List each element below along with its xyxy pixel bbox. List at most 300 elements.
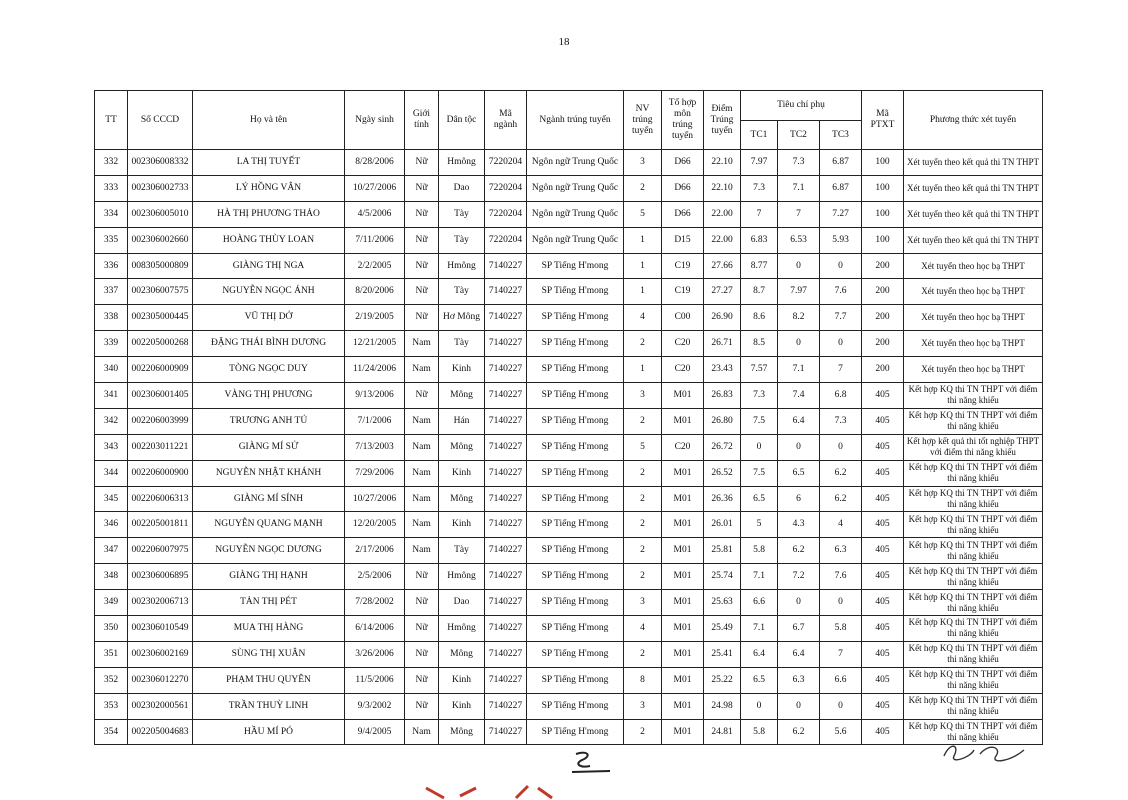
cell-tc3: 0 xyxy=(820,590,862,616)
cell-ethnicity: Mông xyxy=(439,719,485,745)
cell-major-name: SP Tiếng H'mong xyxy=(527,460,624,486)
cell-name: HẦU MÍ PÓ xyxy=(193,719,345,745)
cell-major-code: 7140227 xyxy=(485,253,527,279)
cell-major-name: SP Tiếng H'mong xyxy=(527,305,624,331)
cell-tc3: 7.3 xyxy=(820,408,862,434)
cell-cccd: 002305000445 xyxy=(128,305,193,331)
cell-score: 24.81 xyxy=(704,719,741,745)
cell-ethnicity: Hmông xyxy=(439,616,485,642)
cell-cccd: 002306002169 xyxy=(128,641,193,667)
cell-cccd: 002205004683 xyxy=(128,719,193,745)
cell-tc1: 7.3 xyxy=(741,383,778,409)
cell-ethnicity: Tày xyxy=(439,227,485,253)
cell-tc1: 6.6 xyxy=(741,590,778,616)
cell-major-name: SP Tiếng H'mong xyxy=(527,538,624,564)
cell-dob: 11/24/2006 xyxy=(345,357,405,383)
cell-nv: 3 xyxy=(624,590,662,616)
cell-major-name: Ngôn ngữ Trung Quốc xyxy=(527,175,624,201)
cell-ptxt-code: 100 xyxy=(862,150,904,176)
cell-major-name: SP Tiếng H'mong xyxy=(527,486,624,512)
cell-cccd: 002306005010 xyxy=(128,201,193,227)
cell-major-code: 7140227 xyxy=(485,693,527,719)
cell-ethnicity: Kinh xyxy=(439,667,485,693)
cell-major-code: 7140227 xyxy=(485,719,527,745)
cell-method: Xét tuyển theo kết quả thi TN THPT xyxy=(904,150,1043,176)
cell-gender: Nữ xyxy=(405,201,439,227)
cell-name: VÀNG THỊ PHƯƠNG xyxy=(193,383,345,409)
cell-tc1: 0 xyxy=(741,434,778,460)
cell-ptxt-code: 405 xyxy=(862,512,904,538)
cell-subject-combo: M01 xyxy=(662,719,704,745)
cell-gender: Nam xyxy=(405,460,439,486)
cell-tc1: 7.3 xyxy=(741,175,778,201)
cell-ethnicity: Hmông xyxy=(439,253,485,279)
table-row xyxy=(95,331,1043,357)
cell-ethnicity: Tày xyxy=(439,279,485,305)
cell-major-name: SP Tiếng H'mong xyxy=(527,667,624,693)
cell-ptxt-code: 100 xyxy=(862,227,904,253)
cell-tc1: 7.97 xyxy=(741,150,778,176)
cell-ptxt-code: 405 xyxy=(862,641,904,667)
header-nv: NV trúng tuyển xyxy=(624,91,662,150)
cell-name: SÙNG THỊ XUÂN xyxy=(193,641,345,667)
cell-dob: 9/13/2006 xyxy=(345,383,405,409)
cell-score: 26.80 xyxy=(704,408,741,434)
cell-subject-combo: M01 xyxy=(662,616,704,642)
table-row xyxy=(95,719,1043,745)
cell-tc1: 7.1 xyxy=(741,564,778,590)
cell-dob: 7/28/2002 xyxy=(345,590,405,616)
cell-ethnicity: Mông xyxy=(439,383,485,409)
cell-ethnicity: Kinh xyxy=(439,693,485,719)
cell-cccd: 002302000561 xyxy=(128,693,193,719)
cell-subject-combo: M01 xyxy=(662,667,704,693)
cell-ptxt-code: 405 xyxy=(862,719,904,745)
cell-tc2: 7.1 xyxy=(778,175,820,201)
cell-nv: 1 xyxy=(624,279,662,305)
cell-major-name: SP Tiếng H'mong xyxy=(527,253,624,279)
cell-method: Xét tuyển theo học bạ THPT xyxy=(904,331,1043,357)
cell-tt: 336 xyxy=(95,253,128,279)
table-row xyxy=(95,590,1043,616)
cell-nv: 2 xyxy=(624,538,662,564)
header-tc2: TC2 xyxy=(778,121,820,150)
cell-method: Xét tuyển theo kết quả thi TN THPT xyxy=(904,227,1043,253)
cell-nv: 1 xyxy=(624,253,662,279)
cell-cccd: 002306002660 xyxy=(128,227,193,253)
cell-cccd: 002306002733 xyxy=(128,175,193,201)
cell-nv: 3 xyxy=(624,693,662,719)
table-row xyxy=(95,227,1043,253)
cell-tc3: 5.6 xyxy=(820,719,862,745)
cell-major-name: SP Tiếng H'mong xyxy=(527,512,624,538)
cell-tt: 337 xyxy=(95,279,128,305)
cell-nv: 5 xyxy=(624,434,662,460)
cell-tc1: 5.8 xyxy=(741,538,778,564)
handwritten-signature-1 xyxy=(566,748,612,778)
cell-method: Xét tuyển theo học bạ THPT xyxy=(904,279,1043,305)
cell-major-code: 7140227 xyxy=(485,538,527,564)
cell-gender: Nữ xyxy=(405,590,439,616)
cell-gender: Nữ xyxy=(405,667,439,693)
cell-score: 26.36 xyxy=(704,486,741,512)
cell-tc1: 6.5 xyxy=(741,667,778,693)
cell-tc2: 7.1 xyxy=(778,357,820,383)
cell-major-code: 7220204 xyxy=(485,227,527,253)
cell-gender: Nam xyxy=(405,538,439,564)
cell-tc3: 7.7 xyxy=(820,305,862,331)
table-row xyxy=(95,538,1043,564)
cell-dob: 4/5/2006 xyxy=(345,201,405,227)
cell-dob: 12/20/2005 xyxy=(345,512,405,538)
cell-tc3: 0 xyxy=(820,693,862,719)
cell-tt: 341 xyxy=(95,383,128,409)
cell-nv: 3 xyxy=(624,383,662,409)
cell-gender: Nữ xyxy=(405,564,439,590)
cell-nv: 8 xyxy=(624,667,662,693)
table-row xyxy=(95,150,1043,176)
cell-major-name: SP Tiếng H'mong xyxy=(527,616,624,642)
cell-tc2: 6.4 xyxy=(778,641,820,667)
table-row xyxy=(95,512,1043,538)
cell-score: 26.52 xyxy=(704,460,741,486)
cell-name: HOÀNG THÙY LOAN xyxy=(193,227,345,253)
cell-score: 25.49 xyxy=(704,616,741,642)
header-ethnicity: Dân tộc xyxy=(439,91,485,150)
cell-cccd: 002306007575 xyxy=(128,279,193,305)
cell-subject-combo: M01 xyxy=(662,408,704,434)
cell-ethnicity: Tày xyxy=(439,538,485,564)
cell-subject-combo: C19 xyxy=(662,279,704,305)
cell-subject-combo: C19 xyxy=(662,253,704,279)
cell-subject-combo: M01 xyxy=(662,383,704,409)
cell-ethnicity: Mông xyxy=(439,641,485,667)
cell-name: PHẠM THU QUYÊN xyxy=(193,667,345,693)
cell-ethnicity: Hmông xyxy=(439,150,485,176)
cell-ethnicity: Hmông xyxy=(439,564,485,590)
cell-tt: 342 xyxy=(95,408,128,434)
cell-dob: 9/3/2002 xyxy=(345,693,405,719)
cell-subject-combo: D15 xyxy=(662,227,704,253)
cell-dob: 9/4/2005 xyxy=(345,719,405,745)
cell-subject-combo: M01 xyxy=(662,460,704,486)
cell-nv: 2 xyxy=(624,564,662,590)
cell-major-name: SP Tiếng H'mong xyxy=(527,590,624,616)
cell-method: Xét tuyển theo kết quả thi TN THPT xyxy=(904,175,1043,201)
cell-method: Kết hợp KQ thi TN THPT với điểm thi năng khiếu xyxy=(904,538,1043,564)
cell-gender: Nam xyxy=(405,512,439,538)
cell-ptxt-code: 100 xyxy=(862,201,904,227)
cell-ptxt-code: 405 xyxy=(862,693,904,719)
cell-tt: 343 xyxy=(95,434,128,460)
cell-ptxt-code: 405 xyxy=(862,408,904,434)
table-row xyxy=(95,693,1043,719)
cell-name: GIÀNG MÍ SỬ xyxy=(193,434,345,460)
cell-score: 26.71 xyxy=(704,331,741,357)
cell-tt: 347 xyxy=(95,538,128,564)
cell-tc3: 6.3 xyxy=(820,538,862,564)
cell-name: HÀ THỊ PHƯƠNG THẢO xyxy=(193,201,345,227)
table-row xyxy=(95,408,1043,434)
cell-tc2: 7.2 xyxy=(778,564,820,590)
cell-method: Kết hợp KQ thi TN THPT với điểm thi năng khiếu xyxy=(904,641,1043,667)
cell-dob: 2/2/2005 xyxy=(345,253,405,279)
cell-nv: 2 xyxy=(624,460,662,486)
cell-tc2: 0 xyxy=(778,253,820,279)
cell-method: Kết hợp KQ thi TN THPT với điểm thi năng khiếu xyxy=(904,719,1043,745)
cell-name: LÝ HỒNG VÂN xyxy=(193,175,345,201)
cell-cccd: 002306008332 xyxy=(128,150,193,176)
cell-gender: Nữ xyxy=(405,641,439,667)
cell-score: 22.00 xyxy=(704,227,741,253)
cell-method: Kết hợp kết quả thi tốt nghiệp THPT với điểm thi năng khiếu xyxy=(904,434,1043,460)
cell-score: 26.72 xyxy=(704,434,741,460)
cell-major-code: 7220204 xyxy=(485,175,527,201)
cell-major-name: SP Tiếng H'mong xyxy=(527,279,624,305)
table-row xyxy=(95,564,1043,590)
cell-nv: 4 xyxy=(624,305,662,331)
cell-nv: 1 xyxy=(624,357,662,383)
cell-major-name: SP Tiếng H'mong xyxy=(527,693,624,719)
cell-tt: 344 xyxy=(95,460,128,486)
cell-tc3: 4 xyxy=(820,512,862,538)
handwritten-signature-2 xyxy=(940,738,1030,768)
cell-ptxt-code: 405 xyxy=(862,460,904,486)
cell-major-code: 7140227 xyxy=(485,460,527,486)
cell-tc1: 7.5 xyxy=(741,408,778,434)
cell-cccd: 002306006895 xyxy=(128,564,193,590)
cell-major-code: 7140227 xyxy=(485,641,527,667)
cell-gender: Nữ xyxy=(405,150,439,176)
header-cccd: Số CCCD xyxy=(128,91,193,150)
cell-tc2: 7.4 xyxy=(778,383,820,409)
cell-ethnicity: Kinh xyxy=(439,357,485,383)
cell-score: 22.10 xyxy=(704,175,741,201)
table-row xyxy=(95,667,1043,693)
cell-tt: 345 xyxy=(95,486,128,512)
cell-dob: 7/11/2006 xyxy=(345,227,405,253)
cell-name: TRẦN THUỲ LINH xyxy=(193,693,345,719)
cell-method: Kết hợp KQ thi TN THPT với điểm thi năng khiếu xyxy=(904,667,1043,693)
cell-nv: 1 xyxy=(624,227,662,253)
cell-gender: Nữ xyxy=(405,305,439,331)
cell-tt: 351 xyxy=(95,641,128,667)
cell-tc1: 8.77 xyxy=(741,253,778,279)
cell-tc3: 0 xyxy=(820,253,862,279)
cell-ptxt-code: 405 xyxy=(862,383,904,409)
cell-dob: 11/5/2006 xyxy=(345,667,405,693)
cell-tc3: 6.6 xyxy=(820,667,862,693)
cell-tt: 354 xyxy=(95,719,128,745)
cell-ethnicity: Kinh xyxy=(439,512,485,538)
table-body xyxy=(95,150,1043,745)
header-subject-combo: Tổ hợp môn trúng tuyển xyxy=(662,91,704,150)
table-row xyxy=(95,253,1043,279)
cell-gender: Nữ xyxy=(405,279,439,305)
cell-cccd: 002302006713 xyxy=(128,590,193,616)
cell-ptxt-code: 200 xyxy=(862,357,904,383)
cell-score: 27.66 xyxy=(704,253,741,279)
cell-method: Kết hợp KQ thi TN THPT với điểm thi năng khiếu xyxy=(904,383,1043,409)
cell-ethnicity: Mông xyxy=(439,434,485,460)
cell-cccd: 002205000268 xyxy=(128,331,193,357)
cell-tc2: 4.3 xyxy=(778,512,820,538)
cell-tc3: 0 xyxy=(820,434,862,460)
header-major-name: Ngành trúng tuyển xyxy=(527,91,624,150)
cell-tc3: 6.87 xyxy=(820,150,862,176)
cell-score: 24.98 xyxy=(704,693,741,719)
cell-score: 22.00 xyxy=(704,201,741,227)
cell-method: Kết hợp KQ thi TN THPT với điểm thi năng khiếu xyxy=(904,460,1043,486)
cell-tc3: 6.2 xyxy=(820,486,862,512)
cell-tc2: 0 xyxy=(778,590,820,616)
cell-method: Xét tuyển theo học bạ THPT xyxy=(904,305,1043,331)
cell-subject-combo: C20 xyxy=(662,434,704,460)
table-row xyxy=(95,305,1043,331)
cell-cccd: 002306001405 xyxy=(128,383,193,409)
cell-tc1: 8.7 xyxy=(741,279,778,305)
cell-tt: 339 xyxy=(95,331,128,357)
cell-dob: 2/17/2006 xyxy=(345,538,405,564)
cell-score: 25.22 xyxy=(704,667,741,693)
cell-name: VŨ THỊ DỞ xyxy=(193,305,345,331)
cell-tc3: 7 xyxy=(820,357,862,383)
cell-tc3: 5.93 xyxy=(820,227,862,253)
cell-method: Xét tuyển theo học bạ THPT xyxy=(904,253,1043,279)
cell-tc2: 6.53 xyxy=(778,227,820,253)
cell-tc1: 6.5 xyxy=(741,486,778,512)
cell-ptxt-code: 200 xyxy=(862,305,904,331)
cell-dob: 7/13/2003 xyxy=(345,434,405,460)
table-row xyxy=(95,279,1043,305)
cell-score: 27.27 xyxy=(704,279,741,305)
cell-major-code: 7140227 xyxy=(485,590,527,616)
cell-score: 25.81 xyxy=(704,538,741,564)
cell-method: Kết hợp KQ thi TN THPT với điểm thi năng khiếu xyxy=(904,616,1043,642)
cell-tc2: 6.4 xyxy=(778,408,820,434)
cell-gender: Nữ xyxy=(405,616,439,642)
cell-tt: 350 xyxy=(95,616,128,642)
cell-score: 25.74 xyxy=(704,564,741,590)
cell-nv: 2 xyxy=(624,486,662,512)
cell-tc2: 7.97 xyxy=(778,279,820,305)
cell-major-code: 7140227 xyxy=(485,434,527,460)
cell-ptxt-code: 405 xyxy=(862,538,904,564)
cell-name: ĐẶNG THÁI BÌNH DƯƠNG xyxy=(193,331,345,357)
cell-name: MUA THỊ HÀNG xyxy=(193,616,345,642)
cell-major-name: SP Tiếng H'mong xyxy=(527,357,624,383)
cell-subject-combo: D66 xyxy=(662,175,704,201)
cell-subject-combo: M01 xyxy=(662,538,704,564)
cell-ptxt-code: 200 xyxy=(862,279,904,305)
table-row xyxy=(95,201,1043,227)
cell-major-name: SP Tiếng H'mong xyxy=(527,719,624,745)
cell-tc2: 0 xyxy=(778,434,820,460)
cell-major-name: SP Tiếng H'mong xyxy=(527,383,624,409)
cell-name: NGUYỄN NGỌC DƯƠNG xyxy=(193,538,345,564)
header-name: Họ và tên xyxy=(193,91,345,150)
cell-tc3: 7.6 xyxy=(820,279,862,305)
cell-tc1: 8.5 xyxy=(741,331,778,357)
cell-ptxt-code: 405 xyxy=(862,434,904,460)
cell-method: Kết hợp KQ thi TN THPT với điểm thi năng khiếu xyxy=(904,408,1043,434)
cell-name: GIÀNG THỊ HẠNH xyxy=(193,564,345,590)
cell-tt: 338 xyxy=(95,305,128,331)
cell-ethnicity: Tày xyxy=(439,331,485,357)
cell-nv: 4 xyxy=(624,616,662,642)
cell-dob: 6/14/2006 xyxy=(345,616,405,642)
cell-tc3: 7.27 xyxy=(820,201,862,227)
cell-subject-combo: C00 xyxy=(662,305,704,331)
cell-major-code: 7220204 xyxy=(485,201,527,227)
cell-score: 22.10 xyxy=(704,150,741,176)
cell-name: GIÀNG THỊ NGA xyxy=(193,253,345,279)
cell-cccd: 002306010549 xyxy=(128,616,193,642)
cell-major-name: Ngôn ngữ Trung Quốc xyxy=(527,150,624,176)
cell-gender: Nữ xyxy=(405,175,439,201)
cell-nv: 2 xyxy=(624,641,662,667)
cell-subject-combo: M01 xyxy=(662,564,704,590)
cell-gender: Nữ xyxy=(405,693,439,719)
header-dob: Ngày sinh xyxy=(345,91,405,150)
cell-tt: 346 xyxy=(95,512,128,538)
cell-major-name: Ngôn ngữ Trung Quốc xyxy=(527,227,624,253)
cell-tc3: 6.87 xyxy=(820,175,862,201)
cell-tc1: 7 xyxy=(741,201,778,227)
cell-ptxt-code: 100 xyxy=(862,175,904,201)
cell-cccd: 002205001811 xyxy=(128,512,193,538)
table-row xyxy=(95,460,1043,486)
cell-dob: 12/21/2005 xyxy=(345,331,405,357)
header-method: Phương thức xét tuyển xyxy=(904,91,1043,150)
cell-major-name: SP Tiếng H'mong xyxy=(527,434,624,460)
cell-score: 26.90 xyxy=(704,305,741,331)
cell-cccd: 002206000900 xyxy=(128,460,193,486)
cell-ptxt-code: 200 xyxy=(862,253,904,279)
header-tc1: TC1 xyxy=(741,121,778,150)
admission-results-table xyxy=(94,90,1043,745)
cell-nv: 2 xyxy=(624,719,662,745)
cell-gender: Nữ xyxy=(405,253,439,279)
cell-method: Kết hợp KQ thi TN THPT với điểm thi năng khiếu xyxy=(904,590,1043,616)
cell-method: Xét tuyển theo kết quả thi TN THPT xyxy=(904,201,1043,227)
cell-name: TÒNG NGỌC DUY xyxy=(193,357,345,383)
cell-ptxt-code: 405 xyxy=(862,616,904,642)
cell-tc3: 7 xyxy=(820,641,862,667)
cell-tc2: 0 xyxy=(778,693,820,719)
cell-major-name: SP Tiếng H'mong xyxy=(527,641,624,667)
cell-tt: 332 xyxy=(95,150,128,176)
cell-tt: 333 xyxy=(95,175,128,201)
page-number: 18 xyxy=(558,36,570,48)
header-major-code: Mã ngành xyxy=(485,91,527,150)
cell-tc1: 5.8 xyxy=(741,719,778,745)
header-gender: Giới tính xyxy=(405,91,439,150)
cell-tc3: 0 xyxy=(820,331,862,357)
cell-tt: 349 xyxy=(95,590,128,616)
cell-tt: 348 xyxy=(95,564,128,590)
cell-major-code: 7140227 xyxy=(485,616,527,642)
cell-major-code: 7140227 xyxy=(485,357,527,383)
cell-tc1: 0 xyxy=(741,693,778,719)
cell-major-code: 7140227 xyxy=(485,667,527,693)
cell-cccd: 002206007975 xyxy=(128,538,193,564)
cell-cccd: 002306012270 xyxy=(128,667,193,693)
cell-score: 26.01 xyxy=(704,512,741,538)
cell-score: 25.41 xyxy=(704,641,741,667)
cell-tc2: 7 xyxy=(778,201,820,227)
cell-subject-combo: M01 xyxy=(662,512,704,538)
